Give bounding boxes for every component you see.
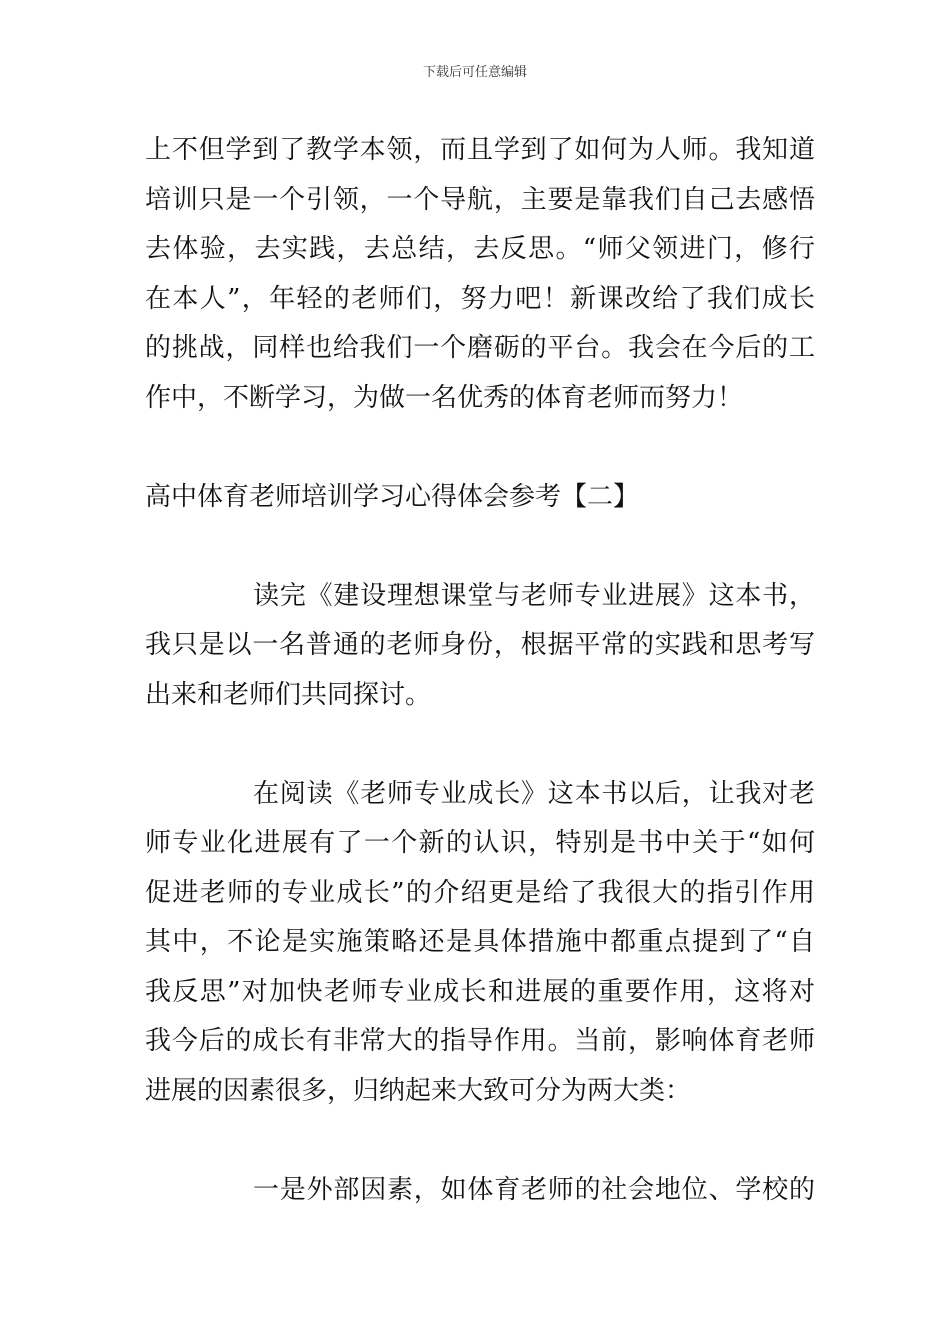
text-line: 的挑战，同样也给我们一个磨砺的平台。我会在今后的工 bbox=[145, 333, 815, 363]
text-line: 读完《建设理想课堂与老师专业进展》这本书， bbox=[253, 580, 815, 611]
paragraph-reading-intro bbox=[145, 572, 815, 721]
paragraph-gap bbox=[145, 423, 815, 473]
paragraph-gap bbox=[145, 1116, 815, 1166]
text-line: 我反思”对加快老师专业成长和进展的重要作用，这将对 bbox=[145, 976, 815, 1007]
page-header: 下载后可任意编辑 bbox=[422, 65, 527, 80]
paragraph-conclusion bbox=[145, 126, 815, 423]
document-body bbox=[145, 126, 815, 1215]
section-heading bbox=[145, 473, 815, 523]
text-line: 其中，不论是实施策略还是具体措施中都重点提到了“自 bbox=[145, 927, 815, 957]
paragraph-professional-growth bbox=[145, 770, 815, 1117]
text-line: 师专业化进展有了一个新的认识，特别是书中关于“如何 bbox=[145, 828, 815, 858]
text-line: 我今后的成长有非常大的指导作用。当前，影响体育老师 bbox=[145, 1026, 815, 1056]
text-line: 出来和老师们共同探讨。 bbox=[145, 679, 432, 710]
text-line: 进展的因素很多，归纳起来大致可分为两大类： bbox=[145, 1075, 692, 1106]
text-line: 作中，不断学习，为做一名优秀的体育老师而努力！ bbox=[145, 382, 744, 413]
text-line: 我只是以一名普通的老师身份，根据平常的实践和思考写 bbox=[145, 630, 815, 660]
text-line: 一是外部因素，如体育老师的社会地位、学校的 bbox=[253, 1174, 815, 1205]
heading-text: 高中体育老师培训学习心得体会参考【二】 bbox=[145, 481, 640, 512]
paragraph-gap bbox=[145, 720, 815, 770]
text-line: 促进老师的专业成长”的介绍更是给了我很大的指引作用 bbox=[145, 877, 815, 908]
text-line: 培训只是一个引领，一个导航，主要是靠我们自己去感悟 bbox=[145, 184, 815, 215]
paragraph-external-factors bbox=[145, 1166, 815, 1216]
paragraph-gap bbox=[145, 522, 815, 572]
text-line: 在本人”，年轻的老师们，努力吧！新课改给了我们成长 bbox=[145, 283, 815, 314]
text-line: 上不但学到了教学本领，而且学到了如何为人师。我知道 bbox=[145, 135, 815, 165]
text-line: 在阅读《老师专业成长》这本书以后，让我对老 bbox=[253, 778, 815, 809]
text-line: 去体验，去实践，去总结，去反思。“师父领进门，修行 bbox=[145, 234, 815, 264]
